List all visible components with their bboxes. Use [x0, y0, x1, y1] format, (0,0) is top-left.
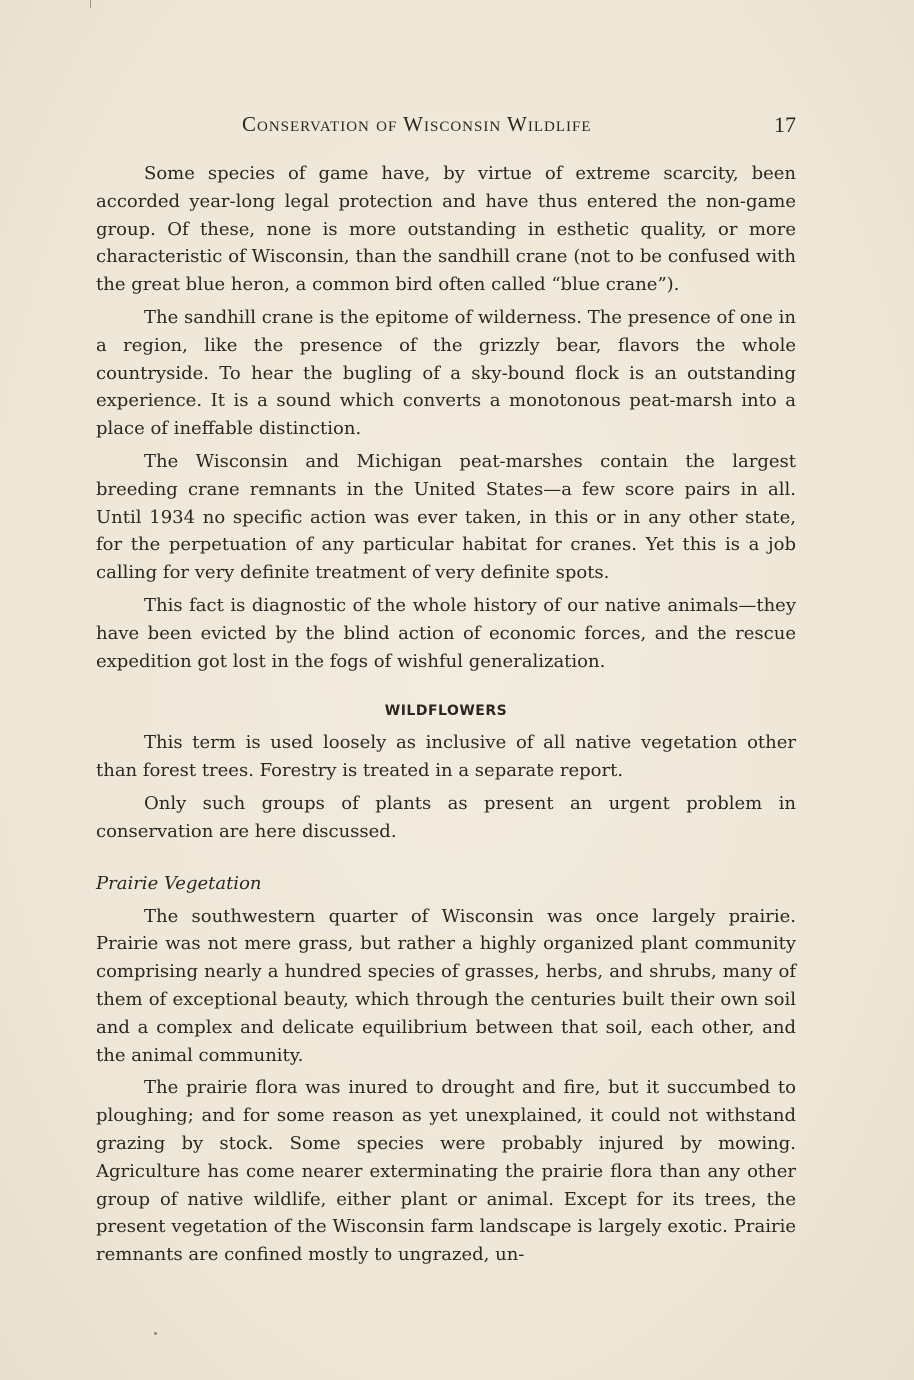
paragraph-wildflowers-scope: Only such groups of plants as present an urgent problem in conservation are here discussed. [96, 792, 796, 842]
running-head [96, 112, 796, 142]
paragraph-prairie-description: The southwestern quarter of Wisconsin was once largely prairie. Prairie was not mere grass, but rather a highly organized plant community comprising nearly a hundred species of grasses, herbs, and shrubs, many of them of exceptional beauty, which through the centuries built their own soil and a complex and delicate equilibrium between that soil, each other, and the animal community. [96, 905, 796, 1066]
paragraph-sandhill-wilderness: The sandhill crane is the epitome of wilderness. The presence of one in a region, like the presence of the grizzly bear, flavors the whole countryside. To hear the bugling of a sky-bound flock is an outstanding experience. It is a sound which converts a monotonous peat-marsh into a place of ineffable distinction. [96, 306, 796, 440]
paragraph-native-animals: This fact is diagnostic of the whole history of our native animals—they have been evicted by the blind action of economic forces, and the rescue expedition got lost in the fogs of wishful generalization. [96, 594, 796, 672]
section-heading-wildflowers: WILDFLOWERS [384, 703, 508, 720]
paragraph-wildflowers-definition: This term is used loosely as inclusive of all native vegetation other than forest trees. Forestry is treated in a separate report. [96, 732, 796, 782]
subsection-heading-prairie: Prairie Vegetation [96, 872, 262, 894]
running-title: Conservation of Wisconsin Wildlife [242, 112, 592, 136]
page-edge-mark [90, 0, 91, 8]
body-text [96, 160, 796, 1274]
page-number: 17 [774, 112, 796, 137]
paper-speck [154, 1332, 157, 1335]
paragraph-sandhill-intro: Some species of game have, by virtue of extreme scarcity, been accorded year-long legal protection and have thus entered the non-game group. Of these, none is more outstanding in esthetic quality, or more characteristic of Wisconsin, than the sandhill crane (not to be confused with the great blue heron, a common bird often called “blue crane”). [96, 163, 796, 296]
paragraph-prairie-flora: The prairie flora was inured to drought and fire, but it succumbed to ploughing; and for some reason as yet unexplained, it could not withstand grazing by stock. Some species were probably injured by mowing. Agriculture has come nearer exterminating the prairie flora than any other group of native wildlife, either plant or animal. Except for its trees, the present vegetation of the Wisconsin farm landscape is largely exotic. Prairie remnants are confined mostly to ungrazed, un- [96, 1077, 796, 1266]
paragraph-peat-marshes: The Wisconsin and Michigan peat-marshes contain the largest breeding crane remnants in the United States—a few score pairs in all. Until 1934 no specific action was ever taken, in this or in any other state, for the perpetuation of any particular habitat for cranes. Yet this is a job calling for very definite treatment of very definite spots. [96, 450, 796, 584]
